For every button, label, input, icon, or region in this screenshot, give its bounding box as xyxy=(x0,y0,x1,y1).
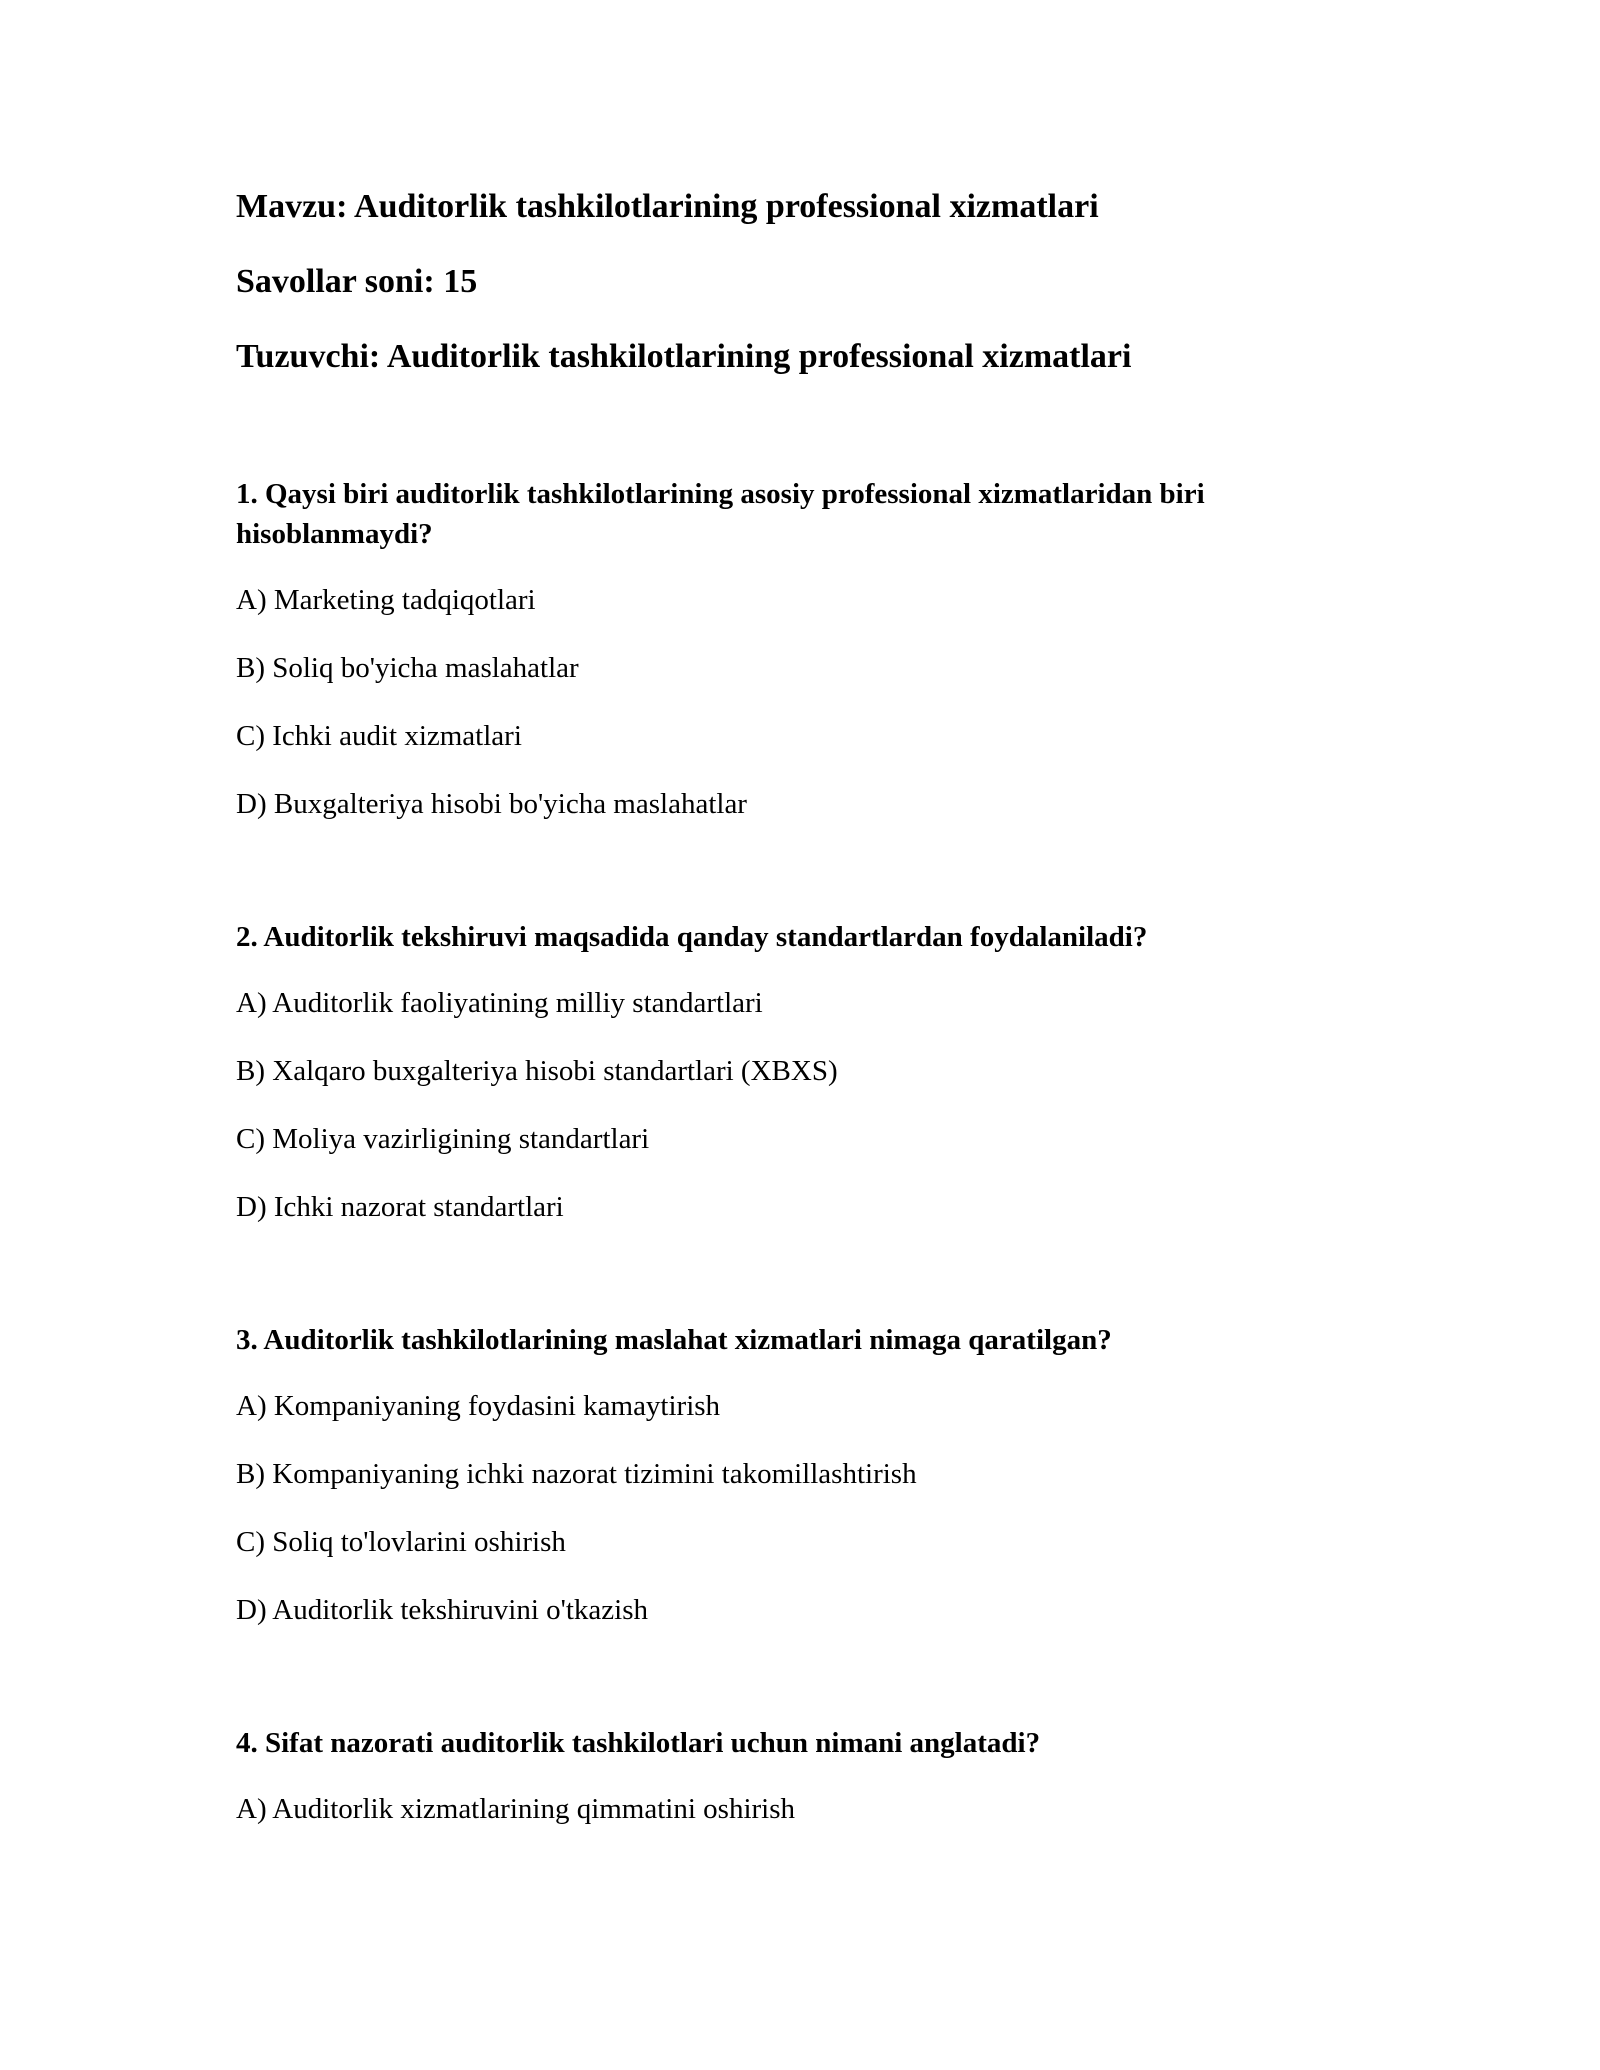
author-line: Tuzuvchi: Auditorlik tashkilotlarining professional xizmatlari xyxy=(236,338,1132,375)
question-block xyxy=(236,917,1376,1227)
answer-option: D) Buxgalteriya hisobi bo'yicha maslahatlar xyxy=(236,788,747,820)
answer-option: A) Auditorlik faoliyatining milliy standartlari xyxy=(236,987,763,1019)
question-block xyxy=(236,474,1376,824)
answer-option: D) Auditorlik tekshiruvini o'tkazish xyxy=(236,1594,648,1626)
answer-option: C) Moliya vazirligining standartlari xyxy=(236,1123,650,1155)
question-text: 1. Qaysi biri auditorlik tashkilotlarining asosiy professional xizmatlaridan biri hisoblanmaydi? xyxy=(236,478,1205,550)
answer-option: A) Kompaniyaning foydasini kamaytirish xyxy=(236,1390,721,1422)
question-count-line: Savollar soni: 15 xyxy=(236,263,478,300)
answer-option: B) Kompaniyaning ichki nazorat tizimini takomillashtirish xyxy=(236,1458,917,1490)
answer-option: A) Auditorlik xizmatlarining qimmatini oshirish xyxy=(236,1793,796,1825)
answer-option: C) Ichki audit xizmatlari xyxy=(236,720,522,752)
question-text: 4. Sifat nazorati auditorlik tashkilotlari uchun nimani anglatadi? xyxy=(236,1727,1041,1759)
question-block xyxy=(236,1723,1376,1829)
answer-option: C) Soliq to'lovlarini oshirish xyxy=(236,1526,566,1558)
question-text: 2. Auditorlik tekshiruvi maqsadida qanday standartlardan foydalaniladi? xyxy=(236,921,1148,953)
question-text: 3. Auditorlik tashkilotlarining maslahat xizmatlari nimaga qaratilgan? xyxy=(236,1324,1112,1356)
answer-option: B) Soliq bo'yicha maslahatlar xyxy=(236,652,579,684)
question-list xyxy=(236,474,1376,1829)
answer-option: D) Ichki nazorat standartlari xyxy=(236,1191,564,1223)
document-content xyxy=(236,187,1376,1922)
answer-option: A) Marketing tadqiqotlari xyxy=(236,584,536,616)
answer-option: B) Xalqaro buxgalteriya hisobi standartlari (XBXS) xyxy=(236,1055,838,1087)
question-block xyxy=(236,1320,1376,1630)
topic-line: Mavzu: Auditorlik tashkilotlarining professional xizmatlari xyxy=(236,188,1099,225)
